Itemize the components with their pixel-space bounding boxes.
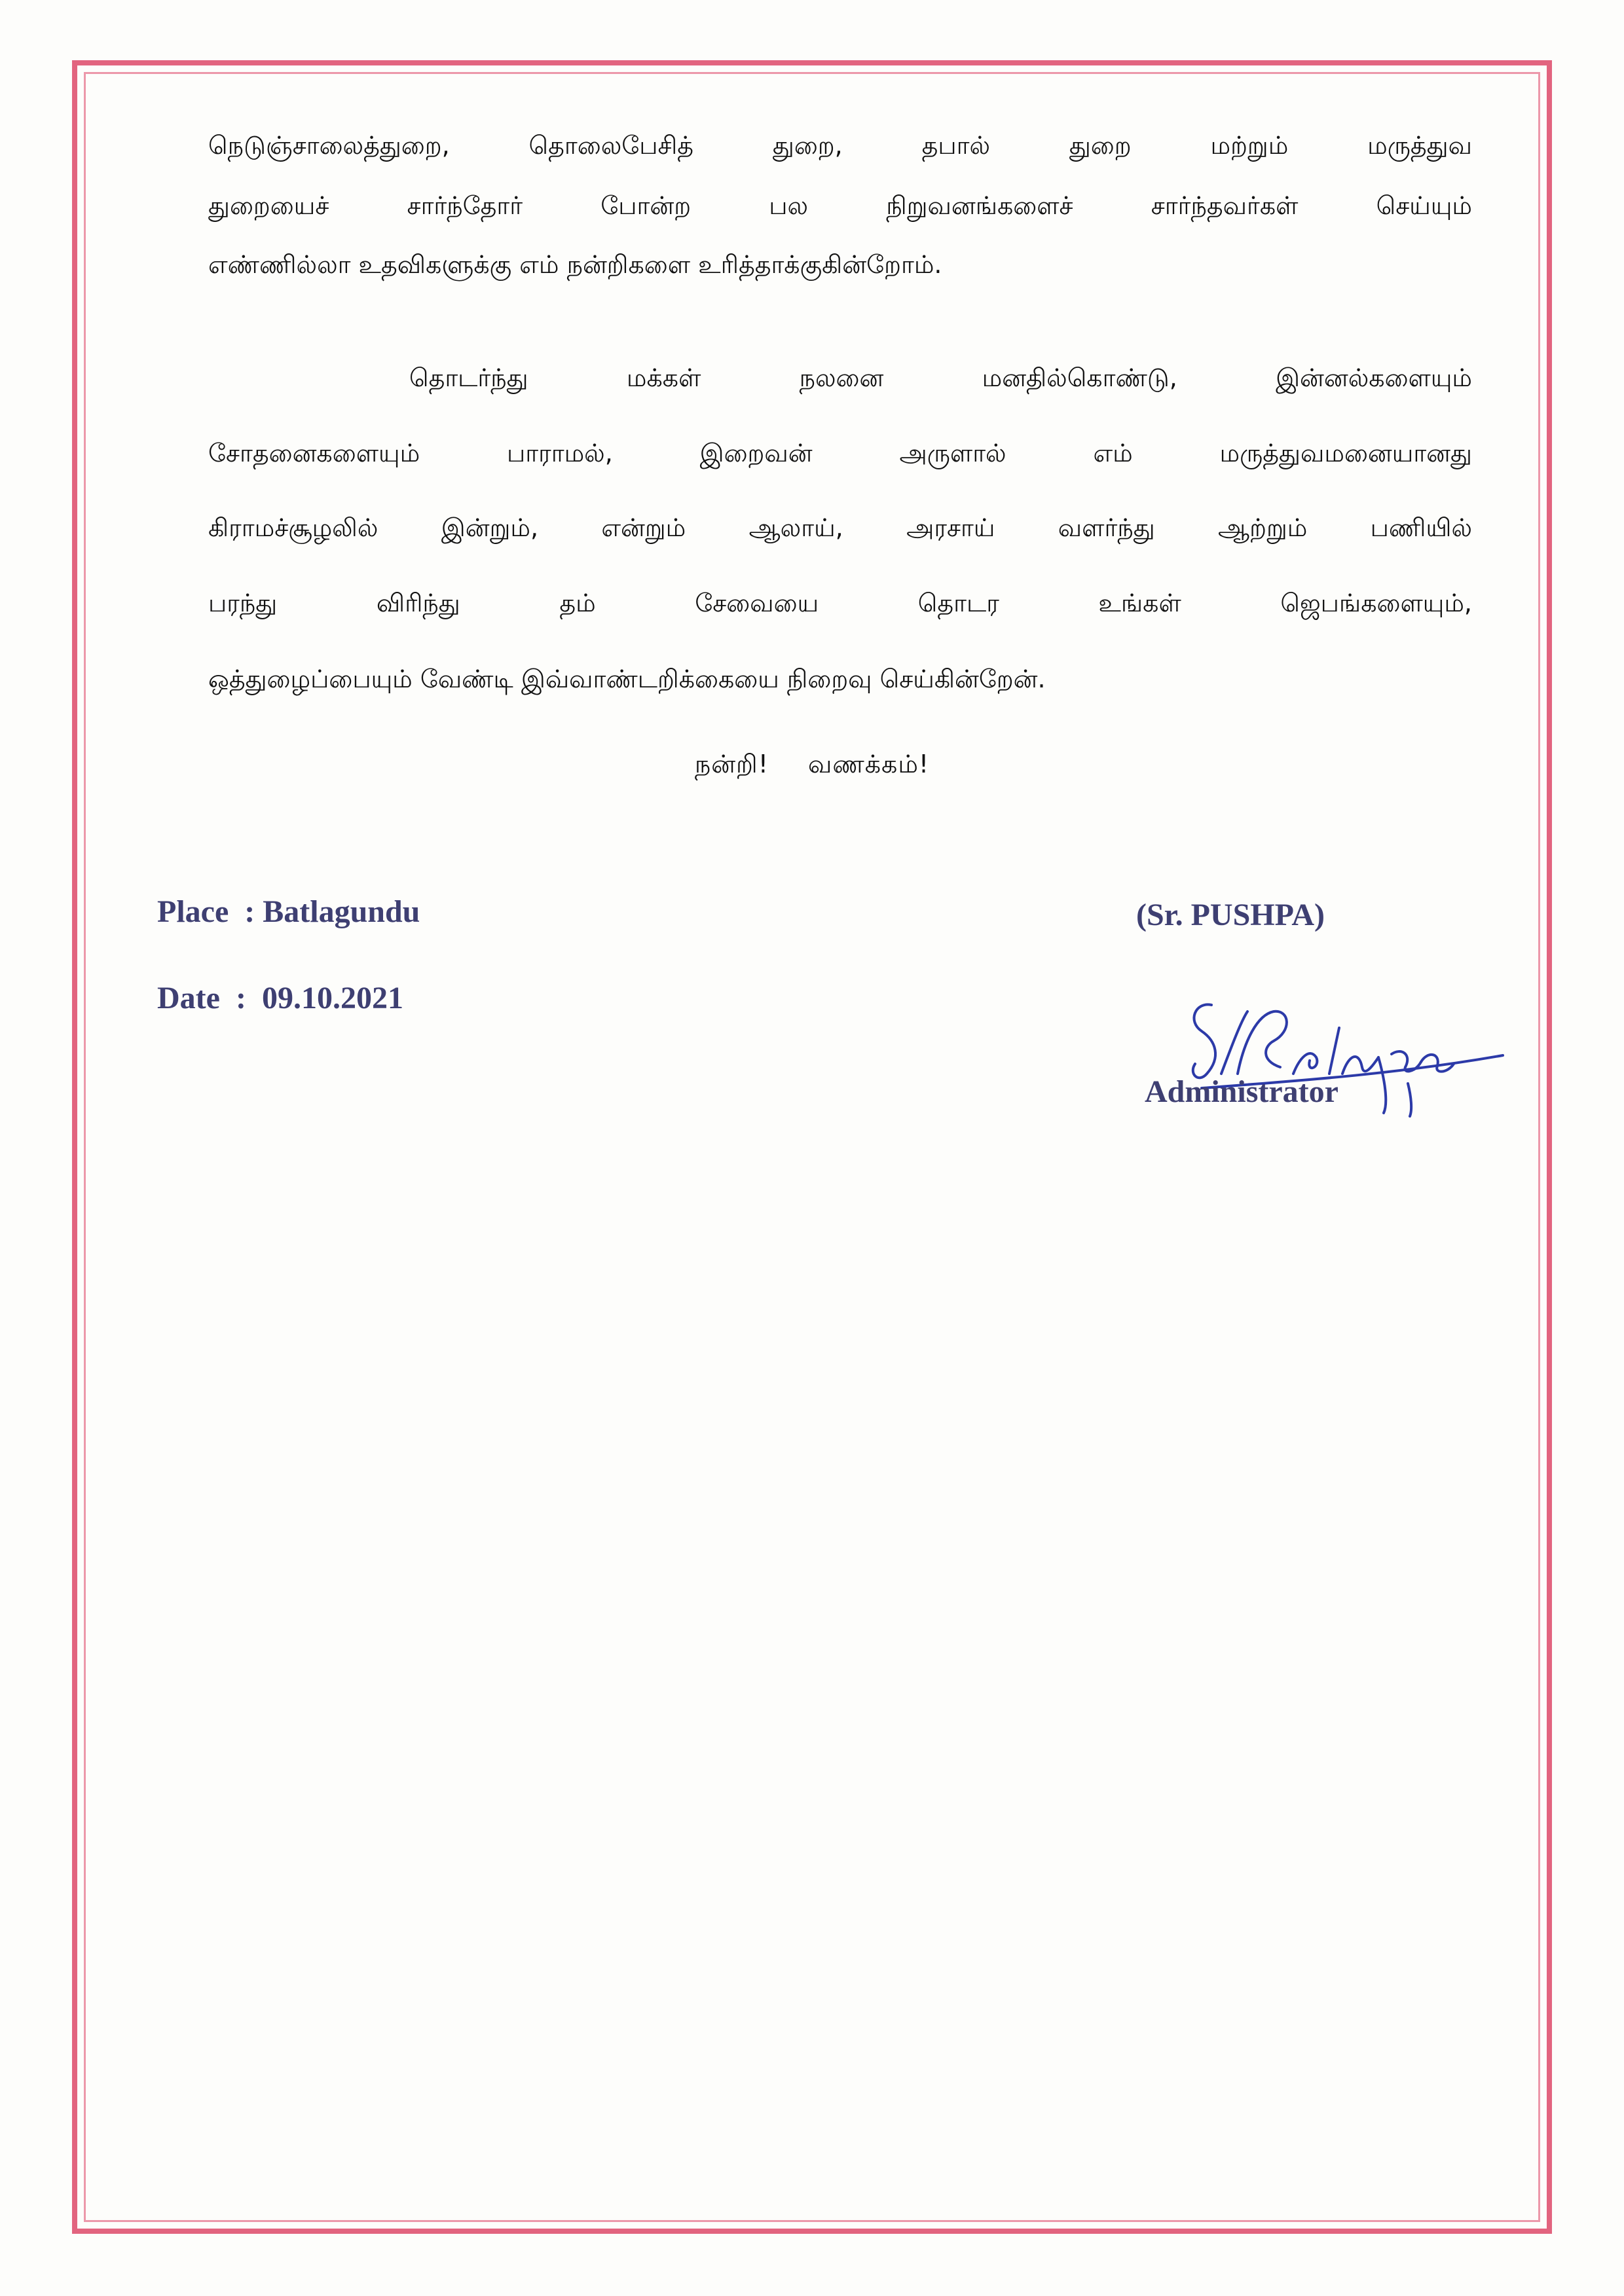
- paragraph-2-line-5: ஒத்துழைப்பையும் வேண்டி இவ்வாண்டறிக்கையை நிறைவு செய்கின்றேன்.: [208, 665, 1046, 693]
- paragraph-1-line-2: துறையைச் சார்ந்தோர் போன்ற பல நிறுவனங்களைச் சார்ந்தவர்கள் செய்யும்: [208, 191, 1472, 220]
- paragraph-2-line-4: பரந்து விரிந்து தம் சேவையை தொடர உங்கள் ஜெபங்களையும்,: [208, 589, 1472, 617]
- place-value: Batlagundu: [263, 894, 420, 929]
- closing-thanks: நன்றி!: [694, 750, 769, 778]
- date-label: Date: [157, 981, 220, 1015]
- signatory-name: (Sr. PUSHPA): [1136, 898, 1325, 932]
- paragraph-2-line-1: தொடர்ந்து மக்கள் நலனை மனதில்கொண்டு, இன்னல்களையும்: [409, 363, 1472, 392]
- paragraph-2-line-2: சோதனைகளையும் பாராமல், இறைவன் அருளால் எம் மருத்துவமனையானது: [208, 439, 1472, 467]
- closing-greeting: வணக்கம்!: [808, 750, 930, 778]
- place-label: Place: [157, 894, 229, 929]
- date-separator: :: [235, 981, 246, 1015]
- closing-line: [0, 750, 1624, 782]
- paragraph-2-line-3: கிராமச்சூழலில் இன்றும், என்றும் ஆலாய், அரசாய் வளர்ந்து ஆற்றும் பணியில்: [208, 513, 1472, 542]
- place-separator: :: [244, 894, 255, 929]
- date-value: 09.10.2021: [261, 981, 403, 1015]
- date-row: [157, 980, 403, 1016]
- signatory-title: Administrator: [1145, 1074, 1338, 1109]
- paragraph-1-line-3: எண்ணில்லா உதவிகளுக்கு எம் நன்றிகளை உரித்தாக்குகின்றோம்.: [208, 250, 942, 279]
- place-row: [157, 894, 420, 930]
- paragraph-1-line-1: நெடுஞ்சாலைத்துறை, தொலைபேசித் துறை, தபால் துறை மற்றும் மருத்துவ: [208, 131, 1472, 160]
- page-border-inner: [84, 72, 1540, 2222]
